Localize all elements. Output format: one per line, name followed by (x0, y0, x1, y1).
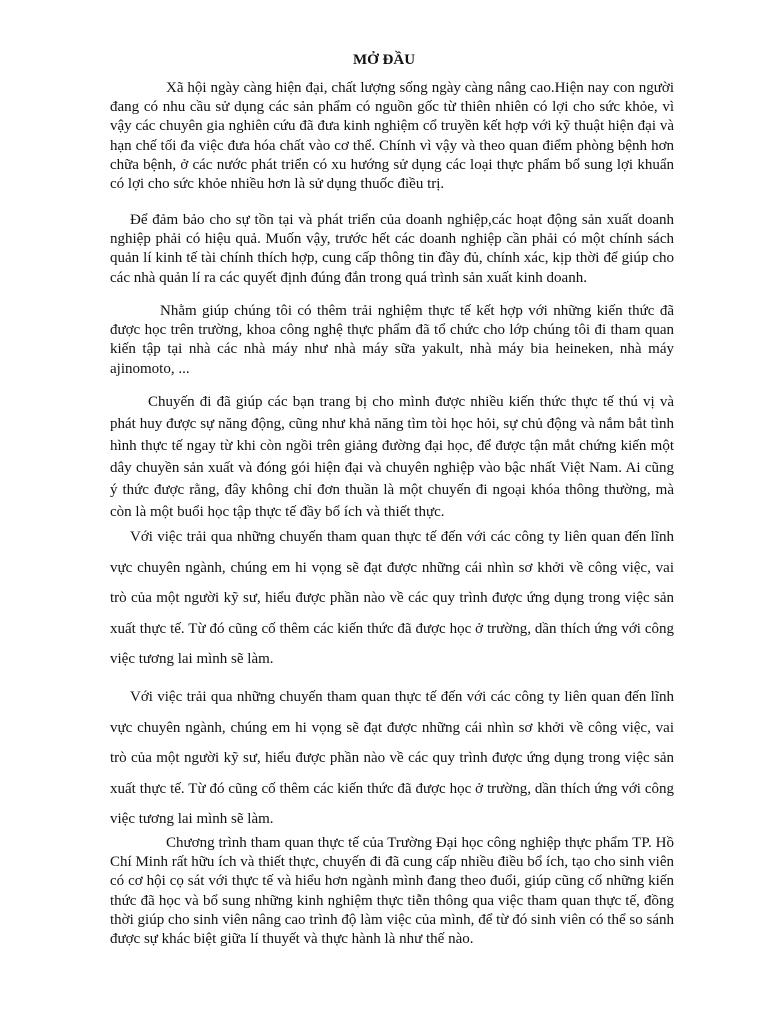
paragraph-2: Để đảm bảo cho sự tồn tại và phát triển của doanh nghiệp,các hoạt động sản xuất doanh nghiệp phải có hiệu quả. Muốn vậy, trước hết các doanh nghiệp cần phải có một chính sách quản lí kinh tế tài chính thích hợp, cung cấp thông tin đầy đủ, chính xác, kịp thời để giúp cho các nhà quản lí ra các quyết định đúng đắn trong quá trình sản xuất kinh doanh. (110, 212, 674, 286)
page-title: MỞ ĐẦU (352, 52, 416, 68)
paragraph-7: Chương trình tham quan thực tế của Trường Đại học công nghiệp thực phẩm TP. Hồ Chí Minh rất hữu ích và thiết thực, chuyến đi đã cung cấp nhiều điều bổ ích, tạo cho sinh viên có cơ hội cọ sát với thực tế và hiểu hơn ngành mình đang theo đuổi, giúp cũng cố những kiến thức đã học và bổ sung những kinh nghiệm thực tiễn thông qua việc tham quan thực tế, đồng thời giúp cho sinh viên nâng cao trình độ làm việc của mình, để từ đó sinh viên có thể so sánh được sự khác biệt giữa lí thuyết và thực hành là như thế nào. (110, 835, 674, 948)
paragraph-5: Với việc trải qua những chuyến tham quan thực tế đến với các công ty liên quan đến lĩnh vực chuyên ngành, chúng em hi vọng sẽ đạt được những cái nhìn sơ khởi về công việc, vai trò của một người kỹ sư, hiểu được phần nào về các quy trình được ứng dụng trong việc sản xuất thực tế. Từ đó cũng cố thêm các kiến thức đã được học ở trường, dần thích ứng với công việc tương lai mình sẽ làm. (110, 529, 674, 668)
paragraph-6: Với việc trải qua những chuyến tham quan thực tế đến với các công ty liên quan đến lĩnh vực chuyên ngành, chúng em hi vọng sẽ đạt được những cái nhìn sơ khởi về công việc, vai trò của một người kỹ sư, hiểu được phần nào về các quy trình được ứng dụng trong việc sản xuất thực tế. Từ đó cũng cố thêm các kiến thức đã được học ở trường, dần thích ứng với công việc tương lai mình sẽ làm. (110, 689, 674, 828)
paragraph-3: Nhằm giúp chúng tôi có thêm trải nghiệm thực tế kết hợp với những kiến thức đã được học trên trường, khoa công nghệ thực phẩm đã tổ chức cho lớp chúng tôi đi tham quan kiến tập tại nhà các nhà máy như nhà máy sữa yakult, nhà máy bia heineken, nhà máy ajinomoto, ... (110, 303, 674, 377)
paragraph-4: Chuyến đi đã giúp các bạn trang bị cho mình được nhiều kiến thức thực tế thú vị và phát huy được sự năng động, cũng như khả năng tìm tòi học hỏi, sự chủ động và nắm bắt tình hình thực tế ngay từ khi còn ngồi trên giảng đường đại học, để được tận mắt chứng kiến một dây chuyền sản xuất và đóng gói hiện đại và chuyên nghiệp vào bậc nhất Việt Nam. Ai cũng ý thức được rằng, đây không chỉ đơn thuần là một chuyến đi ngoại khóa thông thường, mà còn là một buổi học tập thực tế đầy bổ ích và thiết thực. (110, 394, 674, 520)
paragraph-1: Xã hội ngày càng hiện đại, chất lượng sống ngày càng nâng cao.Hiện nay con người đang có nhu cầu sử dụng các sản phẩm có nguồn gốc từ thiên nhiên có lợi cho sức khỏe, vì vậy các chuyên gia nghiên cứu đã đưa kinh nghiệm cổ truyền kết hợp với kỹ thuật hiện đại và hạn chế tối đa việc đưa hóa chất vào cơ thể. Chính vì vậy và theo quan điểm phòng bệnh hơn chữa bệnh, ở các nước phát triển có xu hướng sử dụng các loại thực phẩm bổ sung lợi khuẩn có lợi cho sức khỏe nhiều hơn là sử dụng thuốc điều trị. (110, 80, 674, 193)
